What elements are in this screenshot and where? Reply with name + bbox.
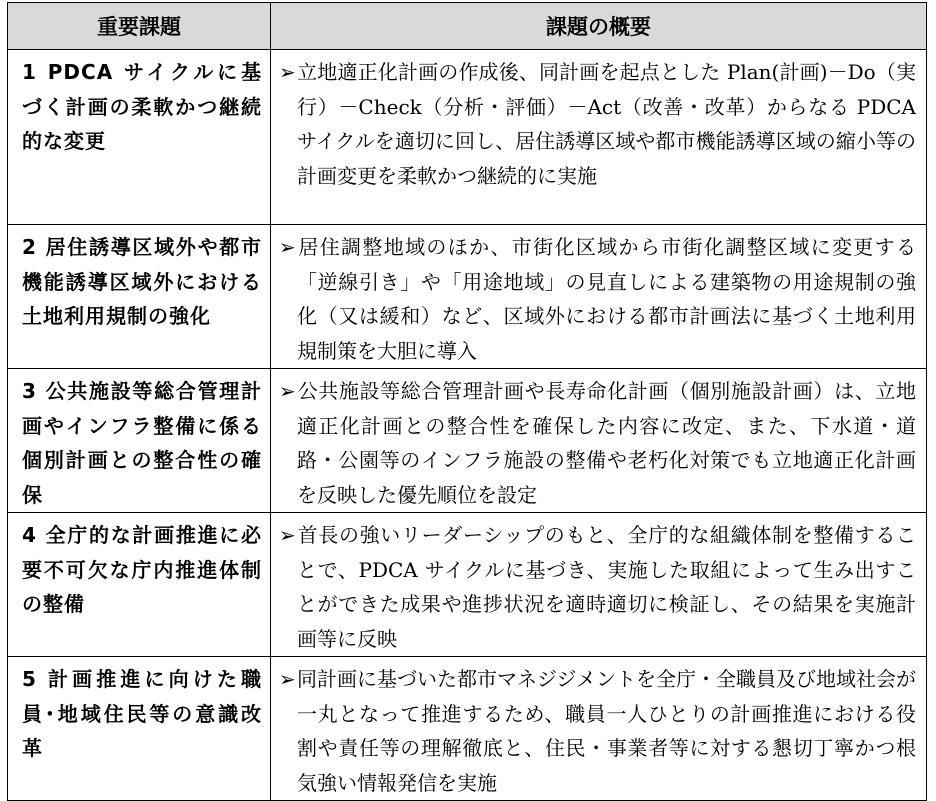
header-key-issue: 重要課題 [8,3,271,50]
table-row [8,50,927,225]
summary-text: 居住調整地域のほか、市街化区域から市街化調整区域に変更する「逆線引き」や「用途地域」の見直しによる建築物の用途規制の強化（又は緩和）など、区域外における都市計画法に基づく土地利用規制策を大胆に導入 [297,235,916,363]
table-header-row [8,3,927,50]
table-row [8,369,927,513]
issues-table [7,2,927,801]
issue-cell [8,225,271,369]
issue-cell [8,513,271,657]
table-row [8,657,927,801]
issue-cell [8,50,271,225]
bullet-arrow-icon: ➢ [279,667,296,691]
summary-text: 公共施設等総合管理計画や長寿命化計画（個別施設計画）は、立地適正化計画との整合性を確保した内容に改定、また、下水道・道路・公園等のインフラ施設の整備や老朽化対策でも立地適正化計画を反映した優先順位を設定 [297,379,916,507]
header-issue-summary: 課題の概要 [271,3,927,50]
summary-cell [271,225,927,369]
summary-cell [271,369,927,513]
summary-cell [271,657,927,801]
bullet-arrow-icon: ➢ [279,60,296,84]
bullet-arrow-icon: ➢ [279,379,296,403]
issue-summary [279,369,926,512]
issue-cell [8,369,271,513]
table-row [8,513,927,657]
summary-text: 首長の強いリーダーシップのもと、全庁的な組織体制を整備することで、PDCA サイクルに基づき、実施した取組によって生み出すことができた成果や進捗状況を適時適切に検証し、その結果を実施計画等に反映 [297,523,916,651]
issue-summary [279,513,926,656]
issue-title: 4 全庁的な計画推進に必要不可欠な庁内推進体制の整備 [22,523,262,616]
issue-title: 2 居住誘導区域外や都市機能誘導区域外における土地利用規制の強化 [22,235,262,328]
issue-title: 3 公共施設等総合管理計画やインフラ整備に係る個別計画との整合性の確保 [22,379,262,507]
bullet-arrow-icon: ➢ [279,523,296,547]
issue-title: 5 計画推進に向けた職員･地域住民等の意識改革 [22,667,262,760]
summary-cell [271,50,927,225]
summary-text: 同計画に基づいた都市マネジジメントを全庁・全職員及び地域社会が一丸となって推進するため、職員一人ひとりの計画推進における役割や責任等の理解徹底と、住民・事業者等に対する懇切丁寧かつ根気強い情報発信を実施 [297,667,916,795]
issue-summary [279,657,926,800]
summary-cell [271,513,927,657]
issue-title: 1 PDCA サイクルに基づく計画の柔軟かつ継続的な変更 [22,60,262,153]
summary-text: 立地適正化計画の作成後、同計画を起点とした Plan(計画)－Do（実行）－Check（分析・評価）－Act（改善・改革）からなる PDCA サイクルを適切に回し、居住誘導区域や都市機能誘導区域の縮小等の計画変更を柔軟かつ継続的に実施 [297,60,916,188]
issue-summary [279,50,926,193]
bullet-arrow-icon: ➢ [279,235,296,259]
issue-summary [279,225,926,368]
table-row [8,225,927,369]
issue-cell [8,657,271,801]
